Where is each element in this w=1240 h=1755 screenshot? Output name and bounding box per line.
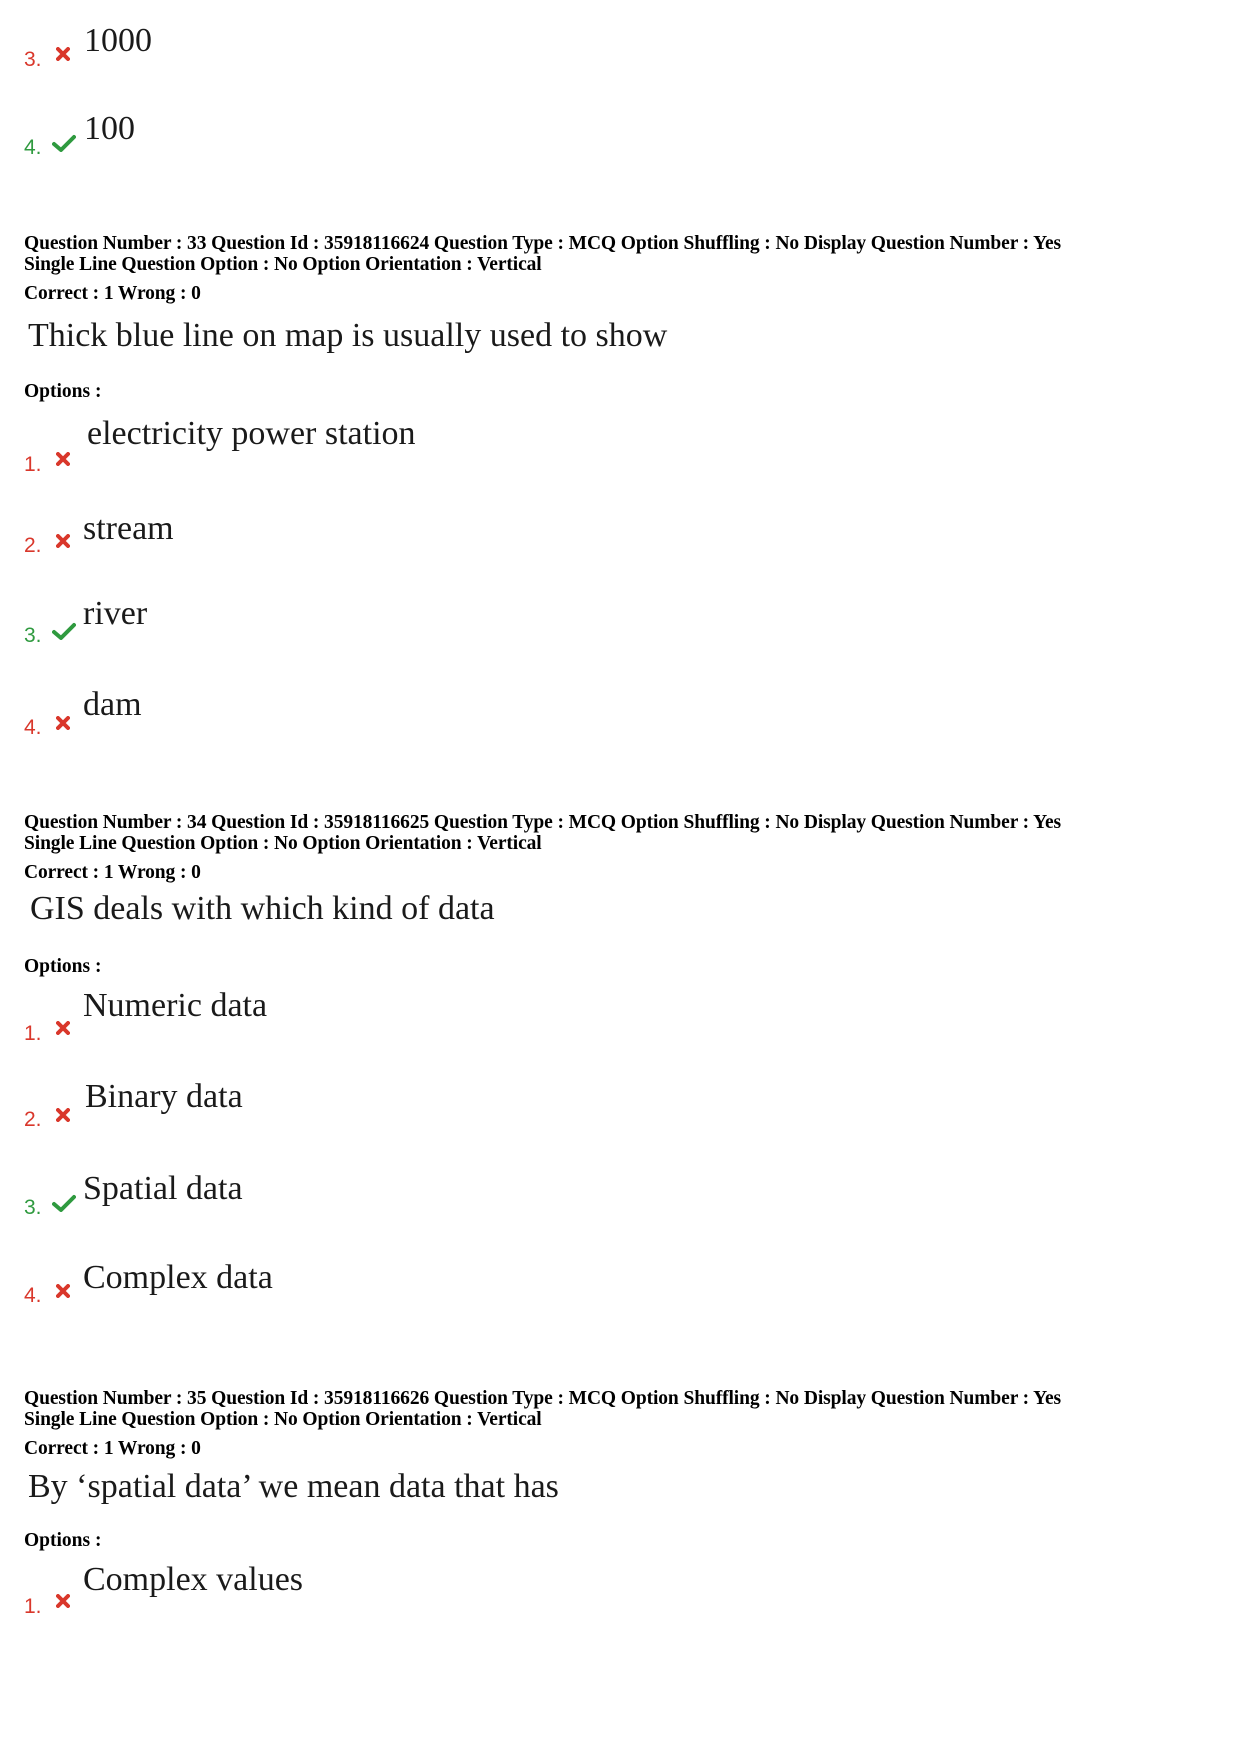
question-text: By ‘spatial data’ we mean data that has (28, 1468, 559, 1505)
question-meta-line: Single Line Question Option : No Option Orientation : Vertical (24, 833, 542, 854)
option-text: Spatial data (83, 1170, 243, 1207)
cross-icon (56, 1284, 70, 1298)
option-number: 1. (24, 1595, 42, 1618)
question-meta-line: Single Line Question Option : No Option Orientation : Vertical (24, 1409, 542, 1430)
option-text: stream (83, 510, 174, 547)
options-label: Options : (24, 1530, 102, 1551)
question-text: GIS deals with which kind of data (30, 890, 495, 927)
option-number: 4. (24, 716, 42, 739)
option-text: 100 (84, 110, 135, 147)
option-number: 4. (24, 136, 42, 159)
options-label: Options : (24, 956, 102, 977)
option-text: Complex values (83, 1561, 304, 1598)
option-number: 3. (24, 1196, 42, 1219)
question-marks: Correct : 1 Wrong : 0 (24, 862, 201, 883)
cross-icon (56, 47, 70, 61)
question-meta-line: Single Line Question Option : No Option Orientation : Vertical (24, 254, 542, 275)
option-text: Numeric data (83, 987, 268, 1024)
cross-icon (56, 534, 70, 548)
option-text: river (83, 595, 148, 632)
cross-icon (56, 1108, 70, 1122)
option-text: Binary data (85, 1078, 243, 1115)
option-number: 2. (24, 1108, 42, 1131)
cross-icon (56, 1021, 70, 1035)
option-number: 1. (24, 1022, 42, 1045)
cross-icon (56, 452, 70, 466)
option-text: dam (83, 686, 142, 723)
check-icon (52, 1194, 76, 1212)
option-number: 2. (24, 534, 42, 557)
question-marks: Correct : 1 Wrong : 0 (24, 283, 201, 304)
options-label: Options : (24, 381, 102, 402)
option-number: 3. (24, 48, 42, 71)
option-number: 1. (24, 453, 42, 476)
cross-icon (56, 716, 70, 730)
question-meta-line: Question Number : 34 Question Id : 35918116625 Question Type : MCQ Option Shuffling : No Display Question Number : Yes (24, 812, 1061, 833)
cross-icon (56, 1594, 70, 1608)
check-icon (52, 134, 76, 152)
option-text: Complex data (83, 1259, 273, 1296)
option-number: 4. (24, 1284, 42, 1307)
option-text: 1000 (84, 22, 152, 59)
option-text: electricity power station (87, 415, 416, 452)
question-text: Thick blue line on map is usually used to show (28, 317, 668, 354)
option-number: 3. (24, 624, 42, 647)
question-meta-line: Question Number : 33 Question Id : 35918116624 Question Type : MCQ Option Shuffling : No Display Question Number : Yes (24, 233, 1061, 254)
question-marks: Correct : 1 Wrong : 0 (24, 1438, 201, 1459)
question-meta-line: Question Number : 35 Question Id : 35918116626 Question Type : MCQ Option Shuffling : No Display Question Number : Yes (24, 1388, 1061, 1409)
check-icon (52, 622, 76, 640)
